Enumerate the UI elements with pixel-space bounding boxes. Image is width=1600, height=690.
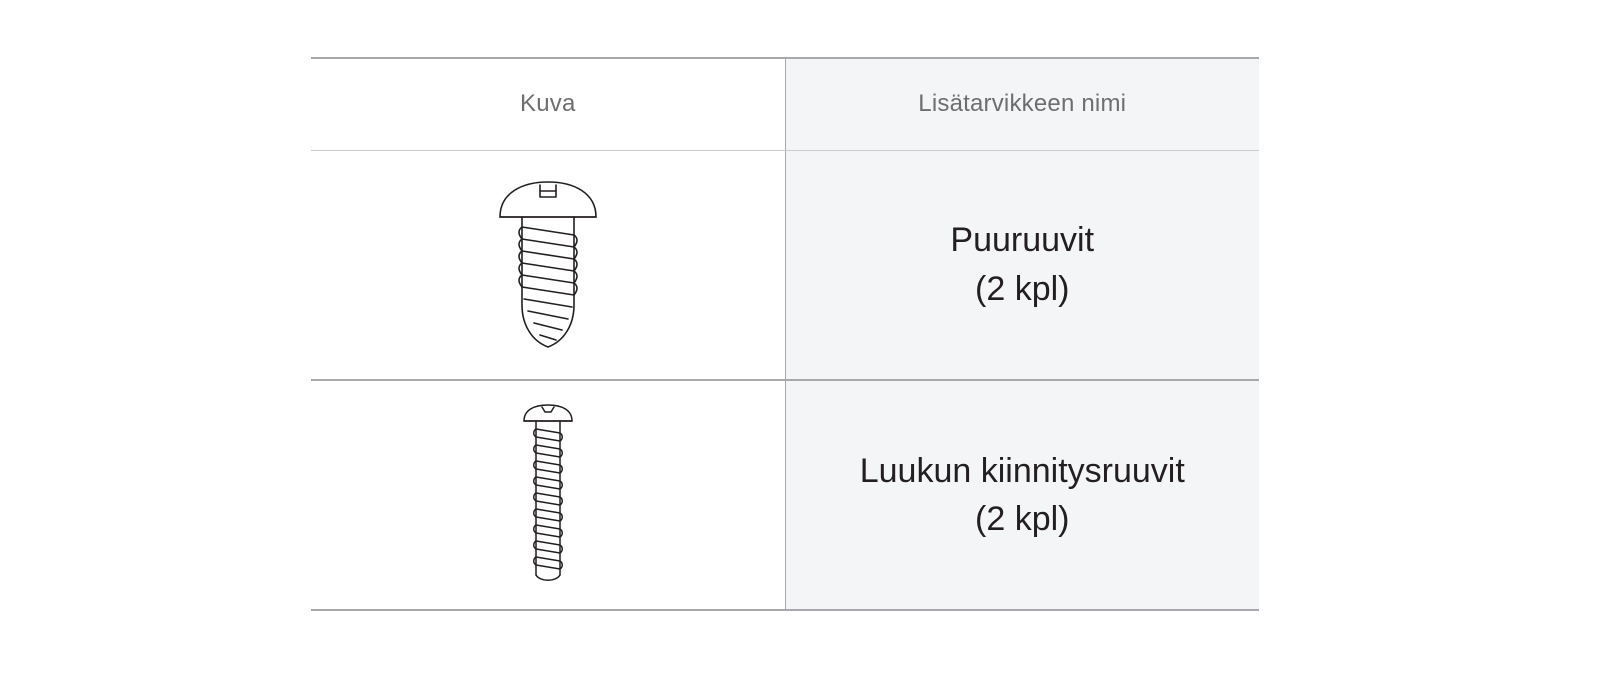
column-header-image: Kuva [311, 58, 785, 150]
wood-screw-image-cell [311, 150, 785, 380]
wood-screw-name-cell [785, 150, 1259, 380]
door-mounting-screw-name-cell [785, 380, 1259, 610]
accessory-name: Luukun kiinnitysruuvit [859, 451, 1185, 490]
door-mounting-screw-image-cell [311, 380, 785, 610]
table-header-row [311, 58, 1259, 150]
table-row [311, 380, 1259, 610]
wood-screw-icon [311, 177, 785, 352]
door-mounting-screw-icon [311, 403, 785, 588]
accessory-quantity: (2 kpl) [975, 500, 1070, 538]
accessory-quantity: (2 kpl) [975, 269, 1070, 308]
accessory-table [311, 57, 1259, 611]
table-row [311, 150, 1259, 380]
accessory-name: Puuruuvit [950, 221, 1095, 260]
table-header [311, 58, 1259, 150]
column-header-name: Lisätarvikkeen nimi [785, 58, 1259, 150]
table-body [311, 150, 1259, 610]
